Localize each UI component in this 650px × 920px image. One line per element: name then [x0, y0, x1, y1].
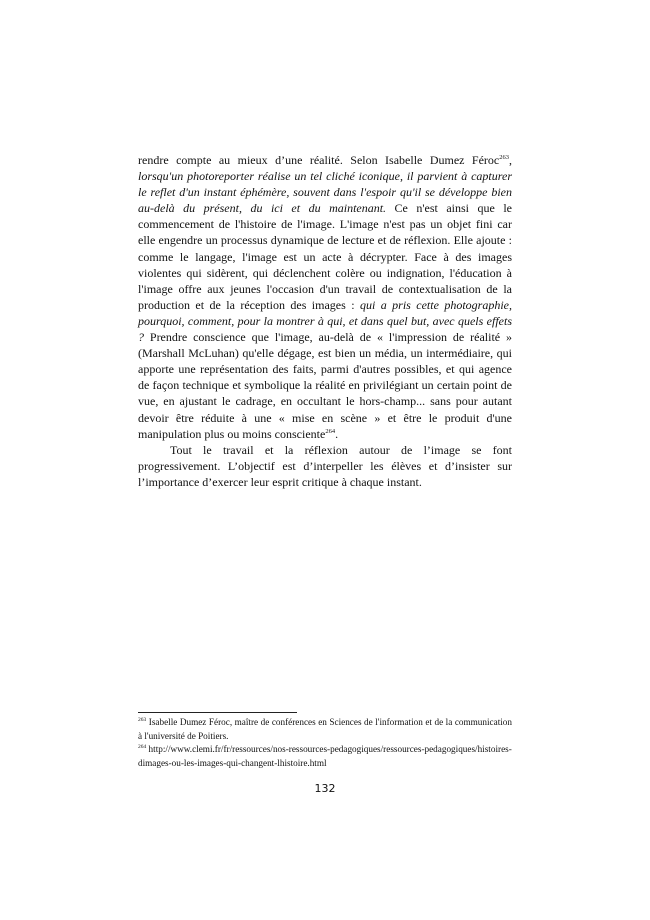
italic-questions: qui a pris cette photographie, pourquoi, comment, pour la montrer à qui, et dans quel but, avec quels effets ? [138, 297, 512, 345]
footnote-264 [138, 743, 512, 770]
footnote-ref-264[interactable]: 264 [325, 427, 336, 435]
footnote-ref-263[interactable]: 263 [499, 154, 509, 161]
page-number: 132 [314, 782, 336, 795]
text-span: rendre compte au mieux d’une réalité. Selon Isabelle Dumez Féroc [138, 153, 500, 167]
footnotes [138, 716, 512, 770]
italic-quote: lorsqu'un photoreporter réalise un tel cliché iconique, il parvient à capturer le reflet d'un instant éphémère, souvent dans l'espoir qu'il se développe bien au-delà du présent, du ici et du maintenant. [138, 169, 512, 216]
text-span: Ce n'est ainsi que le commencement de l'histoire de l'image. L'image n'est pas un objet fini car elle engendre un processus dynamique de lecture et de réflexion. Elle ajoute : comme le langage, l'image est un acte à décrypter. Face à des images violentes qui sidèrent, qui déclenchent colère ou indignation, l'éducation à l'image offre aux jeunes l'occasion d'un travail de contextualisation de la production et de la réception des images : [138, 201, 512, 312]
text-span: , [509, 153, 512, 167]
text-span: . [335, 426, 339, 441]
footnote-number: 263 [138, 717, 147, 723]
footnote-number: 264 [138, 744, 147, 751]
main-text [138, 152, 512, 490]
footnote-url-link[interactable]: http://www.clemi.fr/fr/ressources/nos-ressources-pedagogiques/ressources-pedagogiques/histoires-dimages-ou-les-images-qui-changent-lhistoire.html [138, 744, 512, 768]
paragraph-2: Tout le travail et la réflexion autour de l’image se font progressivement. L’objectif est d’interpeller les élèves et d’insister sur l’importance d’exercer leur esprit critique à chaque instant. [138, 442, 512, 489]
footnote-separator [138, 712, 297, 713]
paragraph-1 [138, 152, 512, 442]
footnote-text: Isabelle Dumez Féroc, maître de conférences en Sciences de l'information et de la communication à l'université de Poitiers. [138, 717, 512, 741]
footnote-263 [138, 716, 512, 743]
text-span: Prendre conscience que l'image, au-delà de « l'impression de réalité » (Marshall McLuhan) qu'elle dégage, est bien un média, un intermédiaire, qui apporte une représentation des faits, parmi d'autres possibles, et qui agence de façon technique et symbolique la réalité en privilégiant un certain point de vue, en ajustant le cadrage, en occultant le hors-champ... sans pour autant devoir être réduite à une « mise en scène » et être le produit d'une manipulation plus ou moins consciente [138, 330, 512, 441]
